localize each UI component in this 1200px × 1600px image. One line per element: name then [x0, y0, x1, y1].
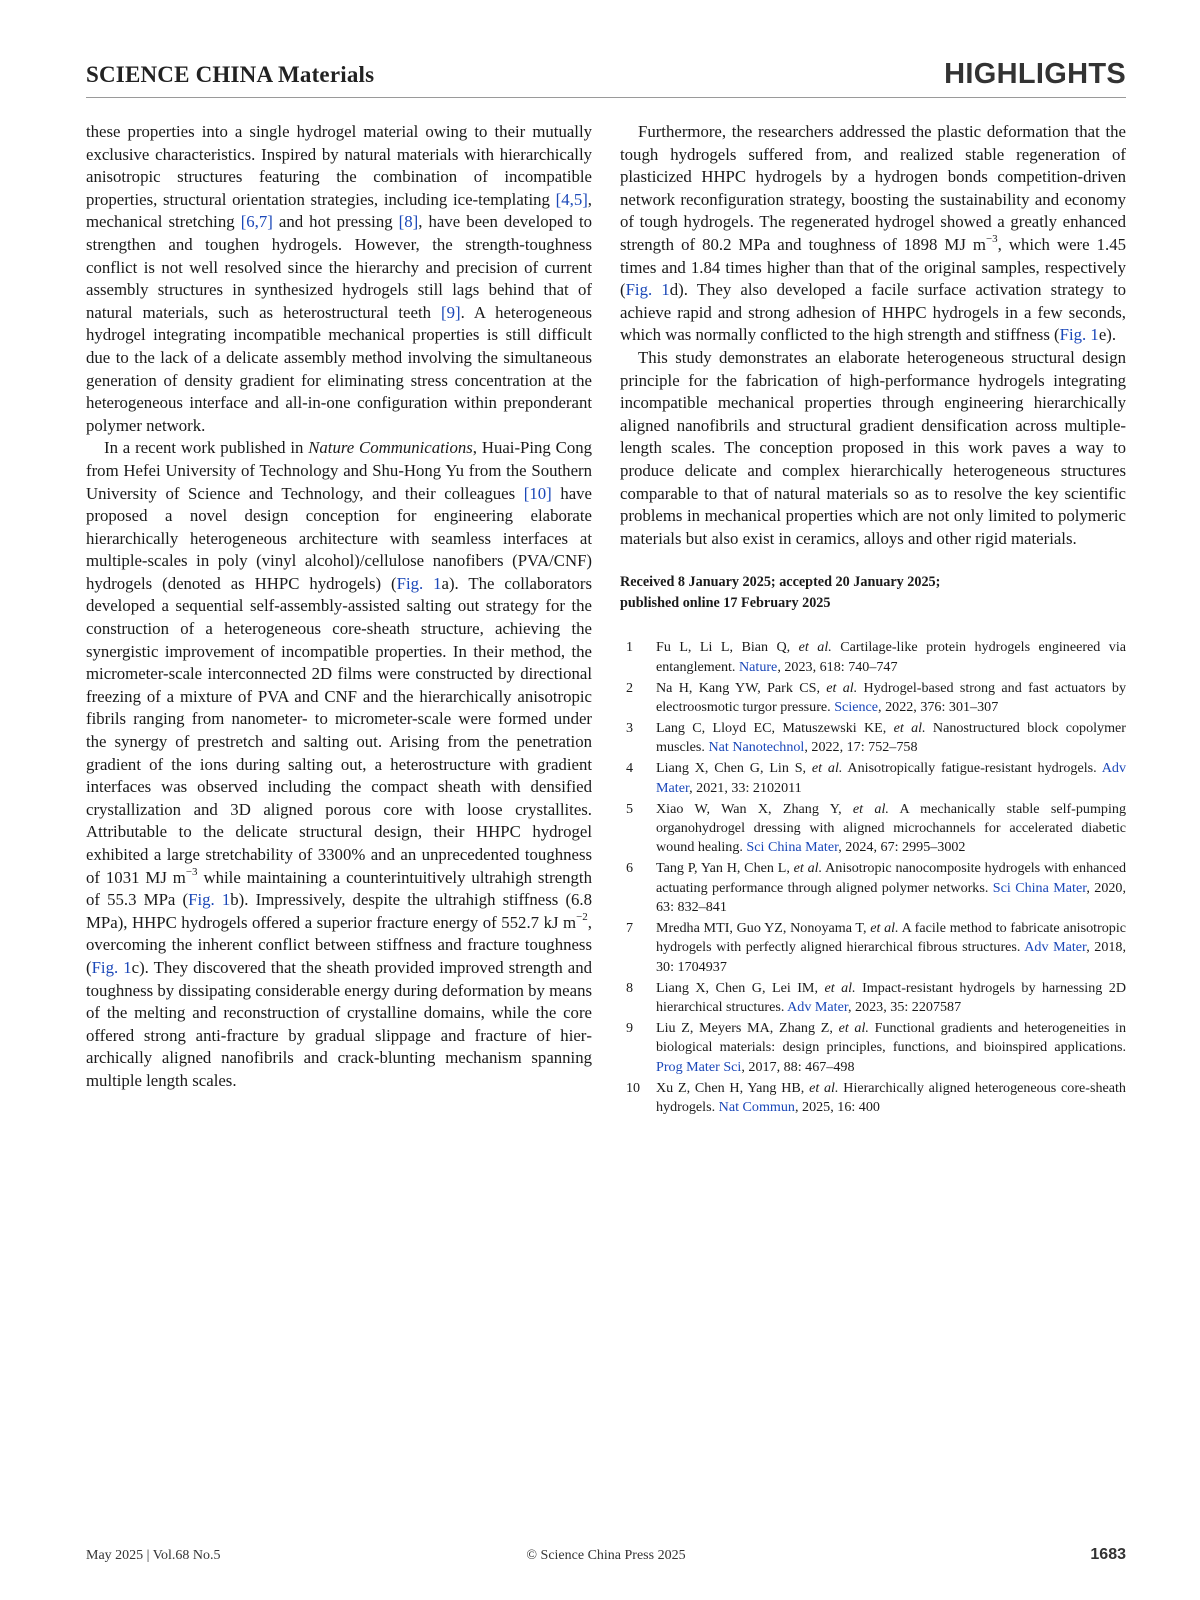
reference-details: , 2023, 35: 2207587	[847, 999, 962, 1016]
reference-journal-link[interactable]: Nat Commun	[718, 1099, 795, 1116]
citation-link[interactable]: [10]	[523, 483, 552, 503]
copyright-notice: © Science China Press 2025	[526, 1548, 686, 1563]
reference-authors: Lang C, Lloyd EC, Matuszewski KE,	[656, 719, 894, 736]
reference-title: Functional gradients and heterogeneities in biological materials: design principles, functions, and bioinspired applications.	[656, 1020, 1126, 1056]
reference-journal-link[interactable]: Science	[834, 699, 879, 715]
running-header	[86, 58, 1126, 98]
reference-etal: et al.	[838, 1020, 869, 1036]
reference-number: 3	[626, 719, 634, 736]
reference-item	[620, 1019, 1126, 1077]
reference-details: , 2023, 618: 740–747	[777, 658, 898, 675]
reference-item	[620, 679, 1126, 718]
reference-authors: Liang X, Chen G, Lei IM,	[656, 979, 825, 996]
citation-link[interactable]: [9]	[441, 302, 461, 322]
reference-journal-link[interactable]: Nature	[738, 658, 778, 675]
reference-item	[620, 719, 1126, 758]
reference-title: Nanostructured block copolymer muscles.	[656, 719, 1126, 756]
reference-number: 10	[626, 1079, 641, 1096]
reference-authors: Xu Z, Chen H, Yang HB,	[656, 1079, 810, 1096]
reference-title: Impact-resistant hydrogels by harnessing 2D hierarchical structures.	[656, 979, 1126, 1016]
reference-item	[620, 759, 1126, 798]
reference-item	[620, 859, 1126, 917]
reference-number: 6	[626, 860, 634, 877]
figure-link[interactable]: 1	[118, 957, 132, 977]
issue-info: May 2025 | Vol.68 No.5	[86, 1548, 221, 1563]
reference-details: , 2024, 67: 2995–3002	[838, 839, 966, 856]
reference-item	[620, 919, 1126, 977]
reference-authors: Tang P, Yan H, Chen L,	[656, 860, 794, 877]
reference-etal: et al.	[870, 919, 899, 936]
reference-journal-link[interactable]: Adv Mater	[787, 999, 848, 1016]
reference-title: Hydrogel-based strong and fast actuators by electroosmotic turgor pressure.	[656, 679, 1126, 715]
dates-line: Received 8 January 2025; accepted 20 January 2025;	[620, 574, 941, 591]
page-footer	[86, 1546, 1126, 1568]
citation-link[interactable]: [4,5]	[555, 189, 588, 209]
reference-title: Anisotropically fatigue-resistant hydrogels.	[842, 760, 1102, 777]
reference-authors: Liang X, Chen G, Lin S,	[656, 760, 812, 777]
journal-title-italic: Nature Communications	[308, 438, 473, 458]
reference-etal: et al.	[811, 760, 843, 777]
reference-details: , 2025, 16: 400	[794, 1099, 880, 1116]
reference-item	[620, 979, 1126, 1018]
reference-journal-link[interactable]: Sci China Mater	[746, 839, 839, 856]
reference-item	[620, 638, 1126, 677]
reference-authors: Na H, Kang YW, Park CS,	[656, 679, 827, 696]
reference-number: 2	[626, 679, 634, 696]
reference-etal: et al.	[809, 1079, 839, 1096]
reference-number: 7	[626, 919, 634, 936]
reference-title: Cartilage-like protein hydrogels engineered via entanglement.	[656, 639, 1127, 675]
section-label: HIGHLIGHTS	[944, 58, 1126, 90]
article-dates	[620, 572, 1126, 614]
reference-authors: Mredha MTI, Guo YZ, Nonoyama T,	[656, 919, 871, 936]
reference-journal-link[interactable]: Sci China Mater	[992, 879, 1087, 896]
right-column	[620, 121, 1126, 1119]
reference-etal: et al.	[826, 679, 858, 696]
reference-number: 1	[626, 639, 634, 656]
reference-journal-link[interactable]: Nat Nanotechnol	[708, 739, 805, 756]
body-paragraph: This study demonstrates an elaborate heterogeneous structural design principle for the fabrication of high-performance hydrogels integrating incompatible mechanical properties through engineering hierarchically aligned nanofibrils and structural gradient densification across multiple-length scales. The conception proposed in this work paves a way to produce delicate and complex hierarchically heterogeneous structures comparable to that of natural materials so as to resolve the key scientific problems in mechanical properties which are not only limited to polymeric materials but also exist in ceramics, alloys and other rigid materials.	[620, 347, 1126, 548]
dates-line: published online 17 February 2025	[620, 595, 831, 612]
journal-name: SCIENCE CHINA Materials	[86, 62, 375, 87]
reference-item	[620, 800, 1126, 858]
reference-details: , 2022, 376: 301–307	[878, 699, 999, 715]
page-number: 1683	[1090, 1546, 1126, 1563]
reference-number: 9	[626, 1020, 634, 1036]
reference-etal: et al.	[893, 719, 926, 736]
reference-journal-link[interactable]: Adv Mater	[1024, 939, 1087, 956]
body-paragraph: these properties into a single hydrogel material owing to their mutually exclusive characteristics. Inspired by natural materials with hierarchically anisotropic structures featuring the combination of incompatible properties, structural orientation strategies, including ice-templating [4,5], mechanical stretching [6,7] and hot pressing [8], have been developed to strengthen and toughen hydrogels. However, the strength-toughness conflict is not well resolved since the hierarchy and precision of current assembly structures in synthesized hydrogels still lags behind that of natural materials, such as heterostructural teeth [9]. A heterogeneous hydrogel integrating incompatible mechanical properties is still difficult due to the lack of a delicate assembly method involving the simultaneous generation of density gradient for eliminating stress concentration at the heterogeneous interface and all-in-one configuration within preponderant polymer network.	[86, 122, 592, 435]
reference-authors: Fu L, Li L, Bian Q,	[656, 639, 799, 656]
reference-item	[620, 1079, 1126, 1118]
body-paragraph: Furthermore, the researchers addressed the plastic deformation that the tough hydrogels suffered from, and realized stable regeneration of plasticized HHPC hydrogels by a hydrogen bonds competition-driven network reconfiguration strategy, boosting the sustainability and economy of tough hydrogels. The regenerated hydrogel showed a greatly enhanced strength of 80.2 MPa and toughness of 1898 MJ $m^{-3}$, which were 1.45 times and 1.84 times higher than that of the original samples, respectively (Fig. 1d). They also developed a facile surface activation strategy to achieve rapid and strong adhesion of HHPC hydrogels in a few seconds, which was normally conflicted to the high strength and stiffness (Fig. 1e).	[620, 122, 1127, 345]
figure-link[interactable]: Fig.	[625, 280, 653, 300]
figure-link[interactable]: Fig.	[396, 573, 424, 593]
reference-details: , 2021, 33: 2102011	[689, 779, 802, 796]
figure-link[interactable]: 1	[652, 280, 670, 300]
reference-journal-link[interactable]: Adv Mater	[656, 760, 1126, 796]
reference-title: Hierarchically aligned heterogeneous core-sheath hydrogels.	[656, 1079, 1126, 1116]
reference-details: , 2017, 88: 467–498	[741, 1058, 855, 1075]
figure-link[interactable]: Fig.	[188, 890, 215, 910]
reference-details: , 2022, 17: 752–758	[804, 739, 918, 756]
reference-details: , 2018, 30: 1704937	[656, 939, 1127, 975]
body-paragraph: In a recent work published in Nature Communications, Huai-Ping Cong from Hefei University of Technology and Shu-Hong Yu from the Southern University of Science and Technology, and their colleagues [10] have proposed a novel design conception for engineering elaborate hierarchically heterogeneous architecture with seamless interfaces at multiple-scales in poly (vinyl alcohol)/cellulose nanofibers (PVA/CNF) hydrogels (denoted as HHPC hydrogels) (Fig. 1a). The collaborators developed a sequential self-assembly-assisted salting out strategy for the construction of a heterogeneous core-sheath structure, achieving the synergistic improvement of incompatible properties. In their method, the micrometer-scale interconnected 2D films were constructed by directional freezing of a mixture of PVA and CNF and the hierarchically anisotropic fibrils ranging from nanometer- to micrometer-scale were formed under the synergy of prestretch and salting out. Arising from the penetration gradient of the ions during salting out, a heterostructure with gradient interfaces was observed including the compact sheath with densified crystallization and 3D aligned porous core with loose crystallites. Attributable to the delicate structural design, their HHPC hydrogel exhibited a large stretchability of 3300% and an unprecedented toughness of 1031 MJ $m^{-3}$ while maintaining a counterintuitively ultrahigh strength of 55.3 MPa (Fig. 1b). Impressively, despite the ultrahigh stiffness (6.8 MPa), HHPC hydrogels offered a superior fracture energy of 552.7 kJ $m^{-2}$, overcoming the inherent conflict between stiffness and fracture toughness (Fig. 1c). They discovered that the sheath provided improved strength and toughness by dissipating considerable energy during deformation by means of the melting and reconstruction of crystalline domains, while the core offered strong anti-fracture by gradual slippage and fracture of hierarchically aligned nanofibrils and crack-blunting mechanism spanning multiple length scales.	[86, 438, 593, 1090]
citation-link[interactable]: [8]	[398, 212, 419, 232]
reference-number: 4	[626, 760, 634, 777]
reference-list	[620, 638, 1126, 1117]
left-column	[86, 121, 592, 1093]
reference-etal: et al.	[824, 979, 856, 996]
reference-details: , 2020, 63: 832–841	[656, 879, 1126, 916]
figure-link[interactable]: Fig.	[1059, 325, 1087, 345]
reference-etal: et al.	[852, 800, 889, 817]
figure-link[interactable]: 1	[214, 890, 231, 910]
reference-journal-link[interactable]: Prog Mater Sci	[656, 1058, 742, 1075]
reference-title: A mechanically stable self-pumping organohydrogel dressing with aligned microchannels for accelerated diabetic wound healing.	[656, 800, 1126, 856]
figure-link[interactable]: 1	[1086, 325, 1099, 345]
reference-number: 8	[626, 979, 634, 996]
figure-link[interactable]: Fig.	[91, 957, 119, 977]
reference-authors: Liu Z, Meyers MA, Zhang Z,	[656, 1020, 839, 1036]
reference-etal: et al.	[793, 860, 823, 877]
reference-authors: Xiao W, Wan X, Zhang Y,	[656, 800, 853, 817]
citation-link[interactable]: [6,7]	[240, 212, 273, 232]
reference-etal: et al.	[798, 639, 832, 656]
reference-title: A facile method to fabricate anisotropic hydrogels with perfectly aligned hierarchical fibrous structures.	[656, 919, 1127, 956]
figure-link[interactable]: 1	[423, 573, 442, 593]
reference-title: Anisotropic nanocomposite hydrogels with enhanced actuating performance through aligned polymer networks.	[656, 860, 1127, 896]
reference-number: 5	[626, 800, 634, 817]
